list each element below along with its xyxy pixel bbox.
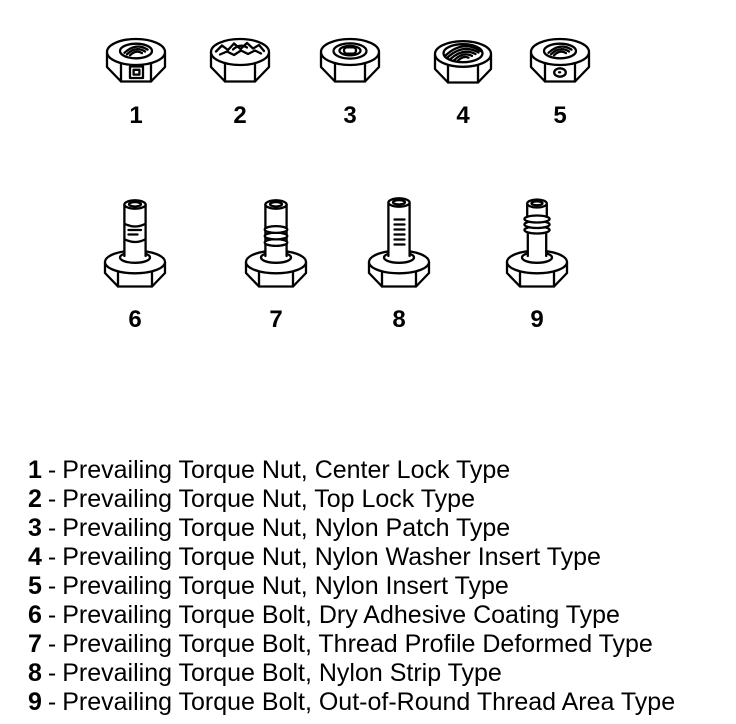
bolt-dry-adhesive-coating-illustration: [97, 194, 173, 298]
legend-number: 1: [28, 456, 42, 484]
figure-number-8: 8: [392, 306, 406, 333]
legend-number: 9: [28, 688, 42, 716]
legend-separator: -: [47, 572, 57, 600]
nut-nylon-patch-illustration: [315, 36, 385, 92]
legend-number: 3: [28, 514, 42, 542]
figure-number-6: 6: [128, 306, 142, 333]
legend-number: 4: [28, 543, 42, 571]
bolt-thread-profile-deformed-figure: [238, 194, 314, 333]
bolt-nylon-strip-illustration: [361, 194, 437, 298]
legend-separator: -: [47, 630, 57, 658]
legend-number: 8: [28, 659, 42, 687]
legend: [28, 456, 726, 717]
legend-number: 7: [28, 630, 42, 658]
legend-item-4: [28, 543, 726, 572]
legend-description: Prevailing Torque Bolt, Out-of-Round Thread Area Type: [62, 688, 676, 716]
figure-number-5: 5: [553, 102, 567, 129]
legend-description: Prevailing Torque Nut, Nylon Insert Type: [62, 572, 509, 600]
figure-number-4: 4: [456, 102, 470, 129]
nut-center-lock-illustration: [101, 36, 171, 92]
legend-item-7: [28, 630, 726, 659]
legend-description: Prevailing Torque Nut, Nylon Patch Type: [62, 514, 511, 542]
legend-separator: -: [47, 659, 57, 687]
bolt-dry-adhesive-coating-figure: [97, 194, 173, 333]
legend-item-3: [28, 514, 726, 543]
figure-number-7: 7: [269, 306, 283, 333]
nut-top-lock-illustration: [205, 36, 275, 92]
legend-description: Prevailing Torque Nut, Nylon Washer Insert Type: [62, 543, 601, 571]
legend-separator: -: [47, 514, 57, 542]
nut-nylon-insert-figure: [525, 36, 595, 129]
legend-item-1: [28, 456, 726, 485]
legend-separator: -: [47, 543, 57, 571]
nut-top-lock-figure: [205, 36, 275, 129]
figure-number-1: 1: [129, 102, 143, 129]
legend-item-5: [28, 572, 726, 601]
legend-item-2: [28, 485, 726, 514]
legend-description: Prevailing Torque Bolt, Dry Adhesive Coating Type: [62, 601, 620, 629]
legend-separator: -: [47, 485, 57, 513]
legend-description: Prevailing Torque Nut, Top Lock Type: [62, 485, 475, 513]
legend-item-6: [28, 601, 726, 630]
legend-description: Prevailing Torque Nut, Center Lock Type: [62, 456, 511, 484]
legend-number: 6: [28, 601, 42, 629]
bolt-out-of-round-thread-area-figure: [499, 194, 575, 333]
legend-separator: -: [47, 456, 57, 484]
figure-number-9: 9: [530, 306, 544, 333]
bolt-out-of-round-thread-area-illustration: [499, 194, 575, 298]
legend-separator: -: [47, 688, 57, 716]
bolt-thread-profile-deformed-illustration: [238, 194, 314, 298]
nut-nylon-insert-illustration: [525, 36, 595, 92]
legend-item-9: [28, 688, 726, 717]
nut-nylon-washer-insert-illustration: [428, 36, 498, 92]
figure-number-2: 2: [233, 102, 247, 129]
figure-number-3: 3: [343, 102, 357, 129]
legend-number: 5: [28, 572, 42, 600]
nut-nylon-patch-figure: [315, 36, 385, 129]
bolt-nylon-strip-figure: [361, 194, 437, 333]
legend-description: Prevailing Torque Bolt, Nylon Strip Type: [62, 659, 502, 687]
nut-center-lock-figure: [101, 36, 171, 129]
legend-number: 2: [28, 485, 42, 513]
legend-separator: -: [47, 601, 57, 629]
nut-nylon-washer-insert-figure: [428, 36, 498, 129]
legend-item-8: [28, 659, 726, 688]
legend-description: Prevailing Torque Bolt, Thread Profile Deformed Type: [62, 630, 653, 658]
